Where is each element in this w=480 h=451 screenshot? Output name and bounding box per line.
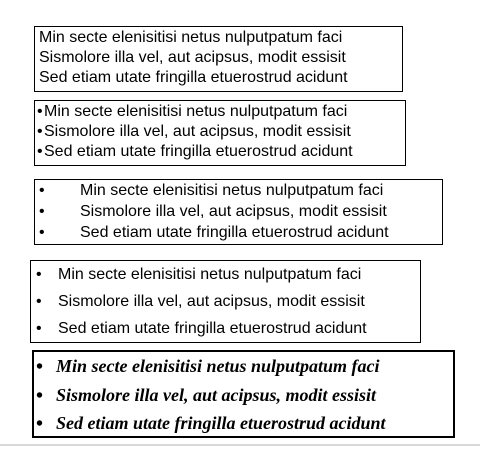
bullet-icon: • bbox=[39, 182, 45, 199]
bullet-icon: • bbox=[37, 103, 43, 120]
bullet-icon: • bbox=[36, 356, 44, 378]
bullet-icon: • bbox=[36, 266, 42, 283]
bottom-divider bbox=[0, 444, 480, 446]
bullet-list-bold-italic bbox=[32, 350, 455, 438]
bullet-icon: • bbox=[39, 224, 45, 241]
bullet-icon: • bbox=[39, 203, 45, 220]
list-item: Min secte elenisitisi netus nulputpatum faci bbox=[56, 356, 380, 376]
list-item: Sismolore illa vel, aut acipsus, modit essisit bbox=[44, 123, 351, 140]
list-item: Min secte elenisitisi netus nulputpatum faci bbox=[80, 182, 384, 199]
list-item: Sismolore illa vel, aut acipsus, modit essisit bbox=[56, 385, 377, 405]
text-block-plain bbox=[34, 26, 403, 92]
bullet-list-spaced bbox=[30, 260, 421, 343]
list-item: Sismolore illa vel, aut acipsus, modit essisit bbox=[39, 49, 346, 66]
list-item: Sed etiam utate fringilla etuerostrud acidunt bbox=[39, 69, 348, 86]
list-item: Min secte elenisitisi netus nulputpatum faci bbox=[44, 103, 348, 120]
list-item: Sismolore illa vel, aut acipsus, modit essisit bbox=[80, 203, 387, 220]
list-item: Min secte elenisitisi netus nulputpatum faci bbox=[39, 29, 343, 46]
bullet-icon: • bbox=[36, 293, 42, 310]
bullet-icon: • bbox=[37, 123, 43, 140]
bullet-icon: • bbox=[36, 320, 42, 337]
list-item: Sismolore illa vel, aut acipsus, modit essisit bbox=[58, 293, 365, 310]
list-item: Sed etiam utate fringilla etuerostrud acidunt bbox=[56, 413, 386, 433]
bullet-list-tight bbox=[34, 100, 406, 166]
list-item: Sed etiam utate fringilla etuerostrud acidunt bbox=[58, 320, 367, 337]
list-item: Sed etiam utate fringilla etuerostrud acidunt bbox=[44, 143, 353, 160]
bullet-icon: • bbox=[36, 413, 44, 435]
bullet-icon: • bbox=[37, 143, 43, 160]
list-item: Sed etiam utate fringilla etuerostrud acidunt bbox=[80, 224, 389, 241]
bullet-icon: • bbox=[36, 385, 44, 407]
list-item: Min secte elenisitisi netus nulputpatum faci bbox=[58, 266, 362, 283]
bullet-list-tab bbox=[34, 179, 443, 245]
